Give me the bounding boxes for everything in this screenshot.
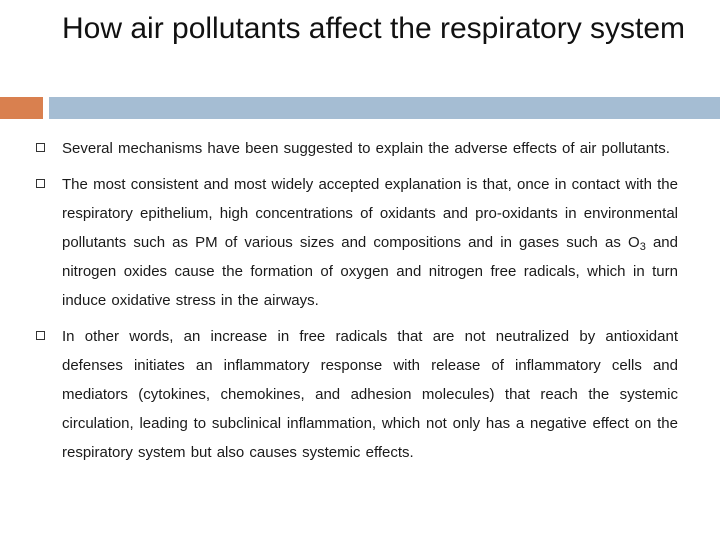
title-divider-accent	[0, 97, 43, 119]
title-divider-bar	[49, 97, 720, 119]
square-bullet-icon	[36, 143, 45, 152]
bullet-text: In other words, an increase in free radicals that are not neutralized by antioxidant defenses initiates an inflammatory response with release of inflammatory cells and mediators (cytokines, chemokines, and adhesion molecules) that reach the systemic circulation, leading to subclinical inflammation, which not only has a negative effect on the respiratory system but also causes systemic effects.	[62, 328, 678, 461]
bullet-list	[36, 134, 678, 474]
list-item	[36, 170, 678, 315]
bullet-text-part: The most consistent and most widely accepted explanation is that, once in contact with the respiratory epithelium, high concentrations of oxidants and pro-oxidants in environmental pollutants such as PM of various sizes and compositions and in gases such as O	[62, 176, 678, 251]
square-bullet-icon	[36, 179, 45, 188]
list-item	[36, 134, 678, 163]
bullet-text: Several mechanisms have been suggested to explain the adverse effects of air pollutants.	[62, 140, 670, 157]
slide-title: How air pollutants affect the respiratory system	[62, 12, 686, 45]
subscript: 3	[639, 241, 646, 253]
square-bullet-icon	[36, 331, 45, 340]
bullet-text-part: and nitrogen oxides cause the formation of oxygen and nitrogen free radicals, which in turn induce oxidative stress in the airways.	[62, 234, 678, 309]
list-item	[36, 322, 678, 467]
